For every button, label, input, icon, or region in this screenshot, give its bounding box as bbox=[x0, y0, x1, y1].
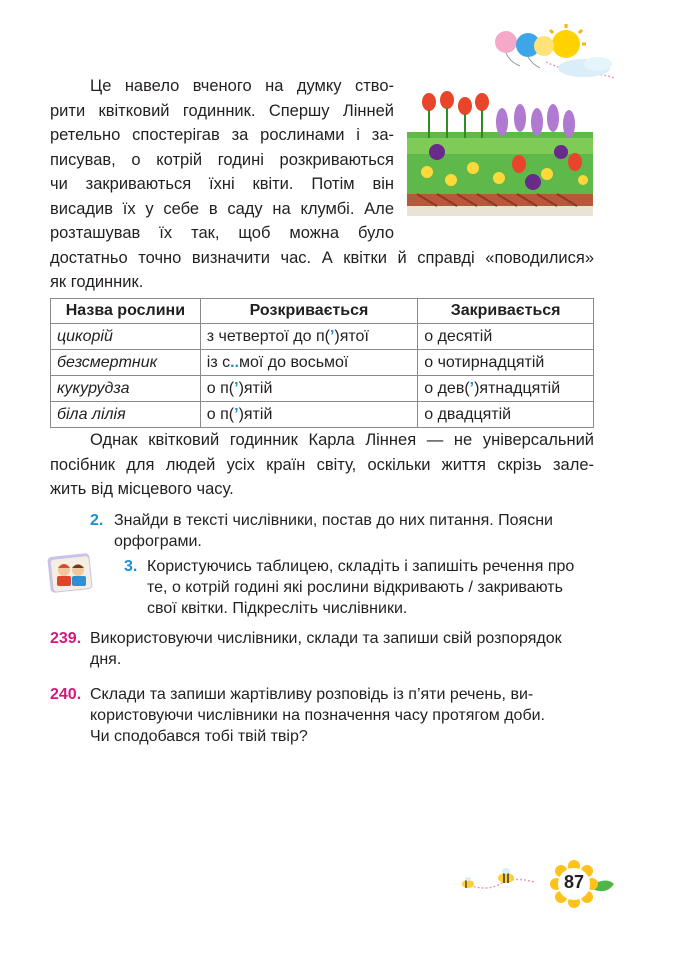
intro-line: ретельно спостерігав за рослинами і за- bbox=[50, 126, 394, 144]
outro-line: жить від місцевого часу. bbox=[50, 480, 234, 498]
opens-text: з четвертої до п( bbox=[206, 327, 330, 345]
flower-clock-table bbox=[50, 298, 594, 428]
task-number: 3. bbox=[124, 558, 138, 575]
exercise-line: дня. bbox=[90, 651, 122, 668]
balloons-sun-decoration bbox=[486, 22, 616, 82]
task-number: 2. bbox=[90, 512, 104, 529]
task-3 bbox=[124, 556, 596, 619]
opens-text: о п( bbox=[206, 405, 235, 423]
task-line: свої квітки. Підкресліть числівники. bbox=[147, 600, 408, 617]
exercise-line: Використовуючи числівники, склади та запиши свій розпорядок bbox=[90, 630, 562, 647]
task-line: те, о котрій годині які рослини відкривають / закривають bbox=[147, 579, 563, 596]
opens-time bbox=[200, 350, 417, 376]
opens-time bbox=[200, 376, 417, 402]
header-closes: Закривається bbox=[418, 299, 594, 324]
exercise-line: Чи сподобався тобі твій твір? bbox=[90, 728, 308, 745]
bees-decoration bbox=[456, 862, 556, 902]
closes-time bbox=[418, 324, 594, 350]
task-line: Знайди в тексті числівники, постав до них питання. Поясни bbox=[114, 512, 553, 529]
opens-text: )ятій bbox=[238, 379, 273, 397]
opens-text: )ятій bbox=[238, 405, 273, 423]
outro-line: Однак квітковий годинник Карла Ліннея — не універсальний bbox=[90, 431, 594, 449]
table-row bbox=[51, 402, 594, 428]
plant-name: цикорій bbox=[51, 324, 201, 350]
intro-line: висадив їх у себе в саду на клумбі. Але bbox=[50, 199, 394, 218]
intro-paragraph bbox=[50, 74, 594, 295]
apostrophe-mark: ’ bbox=[234, 405, 239, 423]
plant-name: безсмертник bbox=[51, 350, 201, 376]
exercise-240 bbox=[50, 684, 596, 747]
opens-text: мої до восьмої bbox=[239, 353, 349, 371]
closes-text: о дев( bbox=[424, 379, 470, 397]
closes-text: )ятнадцятій bbox=[474, 379, 561, 397]
exercise-line: користовуючи числівники на позначення часу протягом доби. bbox=[90, 707, 545, 724]
exercise-number: 240. bbox=[50, 686, 82, 703]
header-opens: Розкривається bbox=[200, 299, 417, 324]
exercise-239 bbox=[50, 628, 596, 670]
apostrophe-mark: ’ bbox=[234, 379, 239, 397]
intro-line: розташував їх так, щоб можна було bbox=[50, 224, 394, 242]
pair-work-icon bbox=[46, 552, 96, 596]
opens-time bbox=[200, 324, 417, 350]
closes-text: о двадцятій bbox=[424, 405, 512, 423]
table-row bbox=[51, 376, 594, 402]
intro-line: рити квітковий годинник. Спершу Лінней bbox=[50, 101, 394, 120]
task-2 bbox=[90, 510, 596, 552]
missing-letters-mark: .. bbox=[230, 353, 239, 371]
opens-text: о п( bbox=[206, 379, 235, 397]
closes-time bbox=[418, 402, 594, 428]
plant-name: біла лілія bbox=[51, 402, 201, 428]
closes-time bbox=[418, 350, 594, 376]
intro-line: достатньо точно визначити час. А квітки й справді «поводилися» bbox=[50, 248, 594, 267]
intro-line: чи закриваються їхні квіти. Потім він bbox=[50, 175, 394, 193]
apostrophe-mark: ’ bbox=[329, 327, 335, 345]
header-plant-name: Назва рослини bbox=[51, 299, 201, 324]
outro-line: посібник для людей усіх країн світу, оскільки життя скрізь зале- bbox=[50, 455, 594, 474]
exercise-line: Склади та запиши жартівливу розповідь із п’яти речень, ви- bbox=[90, 686, 534, 703]
intro-line: Це навело вченого на думку ство- bbox=[90, 77, 394, 95]
plant-name: кукурудза bbox=[51, 376, 201, 402]
closes-text: о чотирнадцятій bbox=[424, 353, 545, 371]
opens-time bbox=[200, 402, 417, 428]
closes-time bbox=[418, 376, 594, 402]
outro-paragraph bbox=[50, 428, 594, 502]
table-header-row bbox=[51, 299, 594, 324]
opens-text: )ятої bbox=[334, 327, 369, 345]
task-line: Користуючись таблицею, складіть і запишіть речення про bbox=[147, 558, 575, 575]
table-row bbox=[51, 324, 594, 350]
closes-text: о десятій bbox=[424, 327, 493, 345]
opens-text: із с bbox=[206, 353, 231, 371]
table-row bbox=[51, 350, 594, 376]
page-number: 87 bbox=[563, 872, 585, 892]
apostrophe-mark: ’ bbox=[469, 379, 475, 397]
intro-line: писував, о котрій годині розкриваються bbox=[50, 150, 394, 169]
task-line: орфограми. bbox=[114, 533, 202, 550]
exercise-number: 239. bbox=[50, 630, 82, 647]
intro-line: як годинник. bbox=[50, 273, 144, 291]
